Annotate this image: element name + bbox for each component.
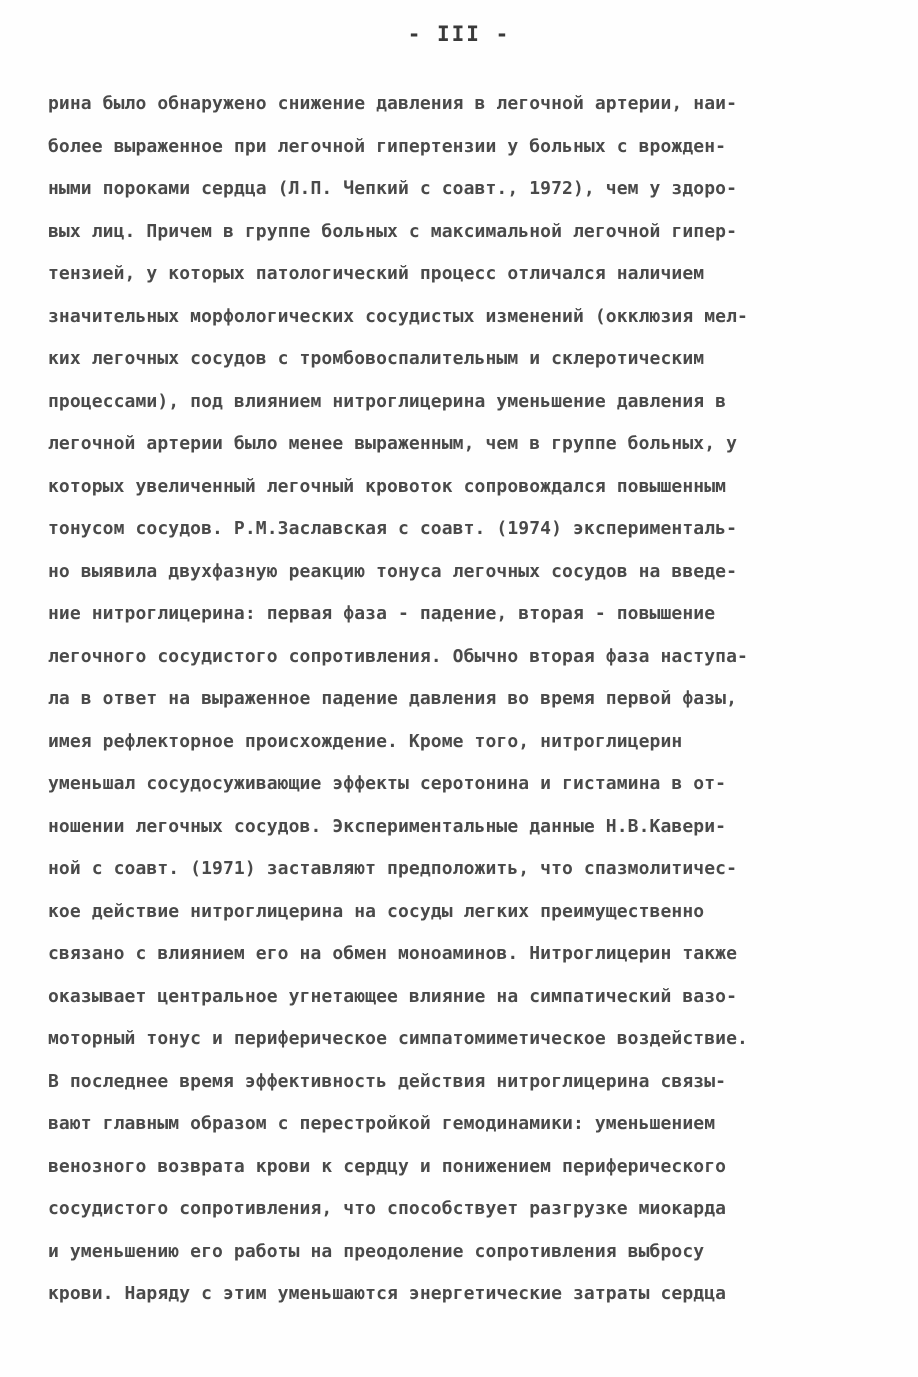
text-line: В последнее время эффективность действия нитроглицерина связы- bbox=[48, 1070, 727, 1092]
text-line: крови. Наряду с этим уменьшаются энергетические затраты сердца bbox=[48, 1283, 727, 1304]
text-line: тензией, у которых патологический процесс отличался наличием bbox=[48, 263, 705, 284]
page-number: - III - bbox=[407, 22, 511, 46]
text-line: но выявила двухфазную реакцию тонуса легочных сосудов на введе- bbox=[48, 560, 738, 582]
text-line: моторный тонус и периферическое симпатомиметическое воздействие. bbox=[48, 1028, 748, 1049]
text-line: ной с соавт. (1971) заставляют предположить, что спазмолитичес- bbox=[48, 858, 738, 879]
text-line: легочного сосудистого сопротивления. Обычно вторая фаза наступа- bbox=[48, 645, 748, 667]
text-line: процессами), под влиянием нитроглицерина уменьшение давления в bbox=[48, 390, 727, 412]
text-line: значительных морфологических сосудистых изменений (окклюзия мел- bbox=[48, 305, 748, 327]
text-line: ких легочных сосудов с тромбовоспалительным и склеротическим bbox=[48, 348, 705, 369]
text-line: имея рефлекторное происхождение. Кроме того, нитроглицерин bbox=[48, 730, 683, 752]
text-line: более выраженное при легочной гипертензии у больных с врожден- bbox=[48, 135, 727, 157]
text-line: связано с влиянием его на обмен моноаминов. Нитроглицерин также bbox=[48, 943, 738, 964]
body-text bbox=[48, 88, 878, 1321]
text-line: кое действие нитроглицерина на сосуды легких преимущественно bbox=[48, 900, 705, 922]
text-line: ла в ответ на выраженное падение давления во время первой фазы, bbox=[48, 688, 738, 709]
text-line: вых лиц. Причем в группе больных с максимальной легочной гипер- bbox=[48, 220, 738, 242]
text-line: легочной артерии было менее выраженным, чем в группе больных, у bbox=[48, 433, 738, 454]
text-line: ными пороками сердца (Л.П. Чепкий с соавт., 1972), чем у здоро- bbox=[48, 178, 738, 199]
text-line: тонусом сосудов. Р.М.Заславская с соавт. (1974) эксперименталь- bbox=[48, 518, 738, 539]
text-line: ношении легочных сосудов. Экспериментальные данные Н.В.Кавери- bbox=[48, 815, 727, 837]
text-line: уменьшал сосудосуживающие эффекты серотонина и гистамина в от- bbox=[48, 773, 727, 794]
text-line: рина было обнаружено снижение давления в легочной артерии, наи- bbox=[48, 93, 738, 114]
text-line: сосудистого сопротивления, что способствует разгрузке миокарда bbox=[48, 1198, 727, 1219]
text-line: и уменьшению его работы на преодоление сопротивления выбросу bbox=[48, 1240, 705, 1262]
text-line: вают главным образом с перестройкой гемодинамики: уменьшением bbox=[48, 1113, 716, 1134]
text-line: венозного возврата крови к сердцу и понижением периферического bbox=[48, 1155, 727, 1177]
text-line: оказывает центральное угнетающее влияние на симпатический вазо- bbox=[48, 985, 738, 1007]
text-line: ние нитроглицерина: первая фаза - падение, вторая - повышение bbox=[48, 603, 716, 624]
text-line: которых увеличенный легочный кровоток сопровождался повышенным bbox=[48, 475, 727, 497]
